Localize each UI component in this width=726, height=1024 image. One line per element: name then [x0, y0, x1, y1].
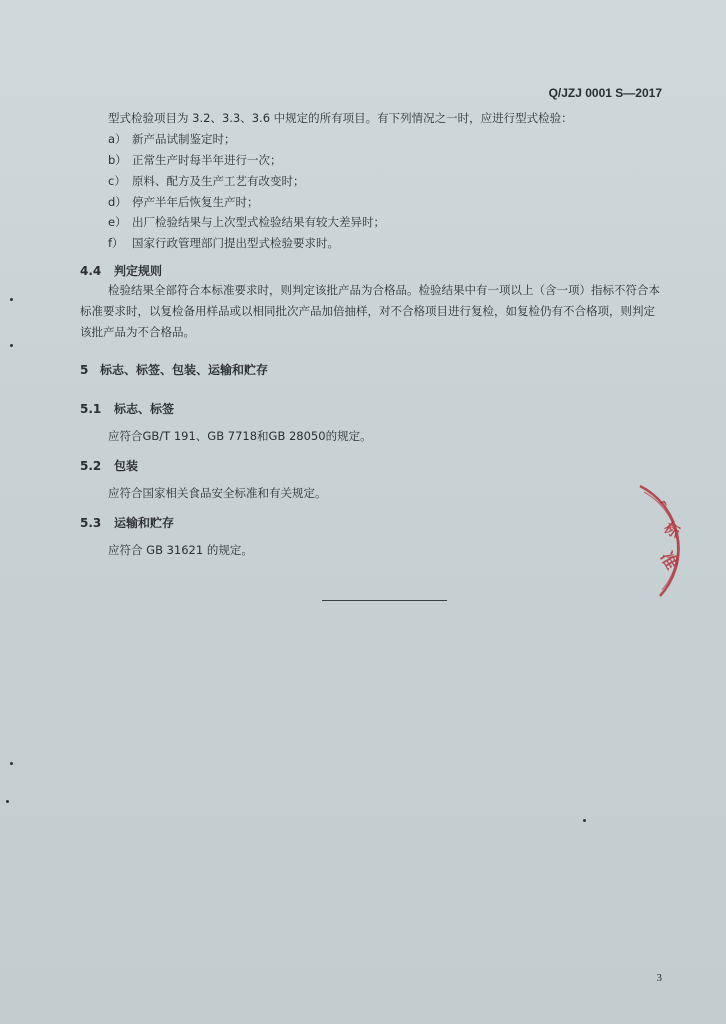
- list-item-text: 正常生产时每半年进行一次；: [132, 153, 282, 167]
- section-5-1-heading: [80, 400, 174, 417]
- list-item-text: 停产半年后恢复生产时；: [132, 195, 259, 209]
- section-number: 5.3: [80, 516, 102, 530]
- section-4-4-body: 检验结果全部符合本标准要求时，则判定该批产品为合格品。检验结果中有一项以上（含一项）指标不符合本标准要求时，以复检备用样品或以相同批次产品加倍抽样，对不合格项目进行复检，如复检仍有不合格项，则判定该批产品为不合格品。: [80, 283, 660, 339]
- list-item-label: b）: [108, 153, 127, 167]
- section-number: 5.1: [80, 402, 102, 416]
- page-number: 3: [656, 972, 662, 984]
- list-item: [108, 131, 236, 147]
- list-item-text: 国家行政管理部门提出型式检验要求时。: [132, 236, 339, 250]
- section-5-2-heading: [80, 457, 138, 474]
- list-item: [108, 194, 259, 210]
- section-title: 运输和贮存: [114, 516, 175, 530]
- list-item-label: a）: [108, 132, 127, 146]
- list-item-label: c）: [108, 174, 126, 188]
- list-item: [108, 235, 339, 251]
- section-4-4-heading: [80, 262, 162, 279]
- section-number: 5: [80, 363, 89, 377]
- section-number: 5.2: [80, 459, 102, 473]
- red-seal-stamp: [620, 478, 710, 608]
- section-title: 标志、标签、包装、运输和贮存: [100, 363, 269, 377]
- list-item-text: 新产品试制鉴定时；: [132, 132, 236, 146]
- standard-code: Q/JZJ 0001 S—2017: [548, 86, 662, 100]
- section-5-2-body: 应符合国家相关食品安全标准和有关规定。: [108, 486, 327, 500]
- list-item-text: 原料、配方及生产工艺有改变时；: [132, 174, 305, 188]
- scan-speck: [10, 762, 13, 765]
- list-item-label: f）: [108, 236, 124, 250]
- section-5-3-heading: [80, 514, 174, 531]
- section-title: 标志、标签: [114, 402, 175, 416]
- svg-text:标: 标: [660, 518, 684, 542]
- scan-speck: [6, 800, 9, 803]
- list-item: [108, 152, 282, 168]
- list-item: [108, 214, 385, 230]
- scan-speck: [583, 819, 586, 822]
- type-inspection-intro: 型式检验项目为 3.2、3.3、3.6 中规定的所有项目。有下列情况之一时，应进行型式检验：: [108, 111, 573, 125]
- scan-speck: [10, 344, 13, 347]
- section-title: 判定规则: [114, 264, 163, 278]
- list-item-text: 出厂检验结果与上次型式检验结果有较大差异时；: [132, 215, 385, 229]
- list-item: [108, 173, 305, 189]
- list-item-label: d）: [108, 195, 127, 209]
- section-title: 包装: [114, 459, 139, 473]
- section-5-3-body: 应符合 GB 31621 的规定。: [108, 543, 253, 557]
- svg-text:^: ^: [654, 497, 671, 516]
- end-of-document-rule: [322, 600, 447, 601]
- section-5-heading: [80, 361, 268, 378]
- list-item-label: e）: [108, 215, 127, 229]
- svg-text:准: 准: [655, 548, 682, 574]
- scan-speck: [10, 298, 13, 301]
- section-number: 4.4: [80, 264, 102, 278]
- section-5-1-body: 应符合GB/T 191、GB 7718和GB 28050的规定。: [108, 429, 372, 443]
